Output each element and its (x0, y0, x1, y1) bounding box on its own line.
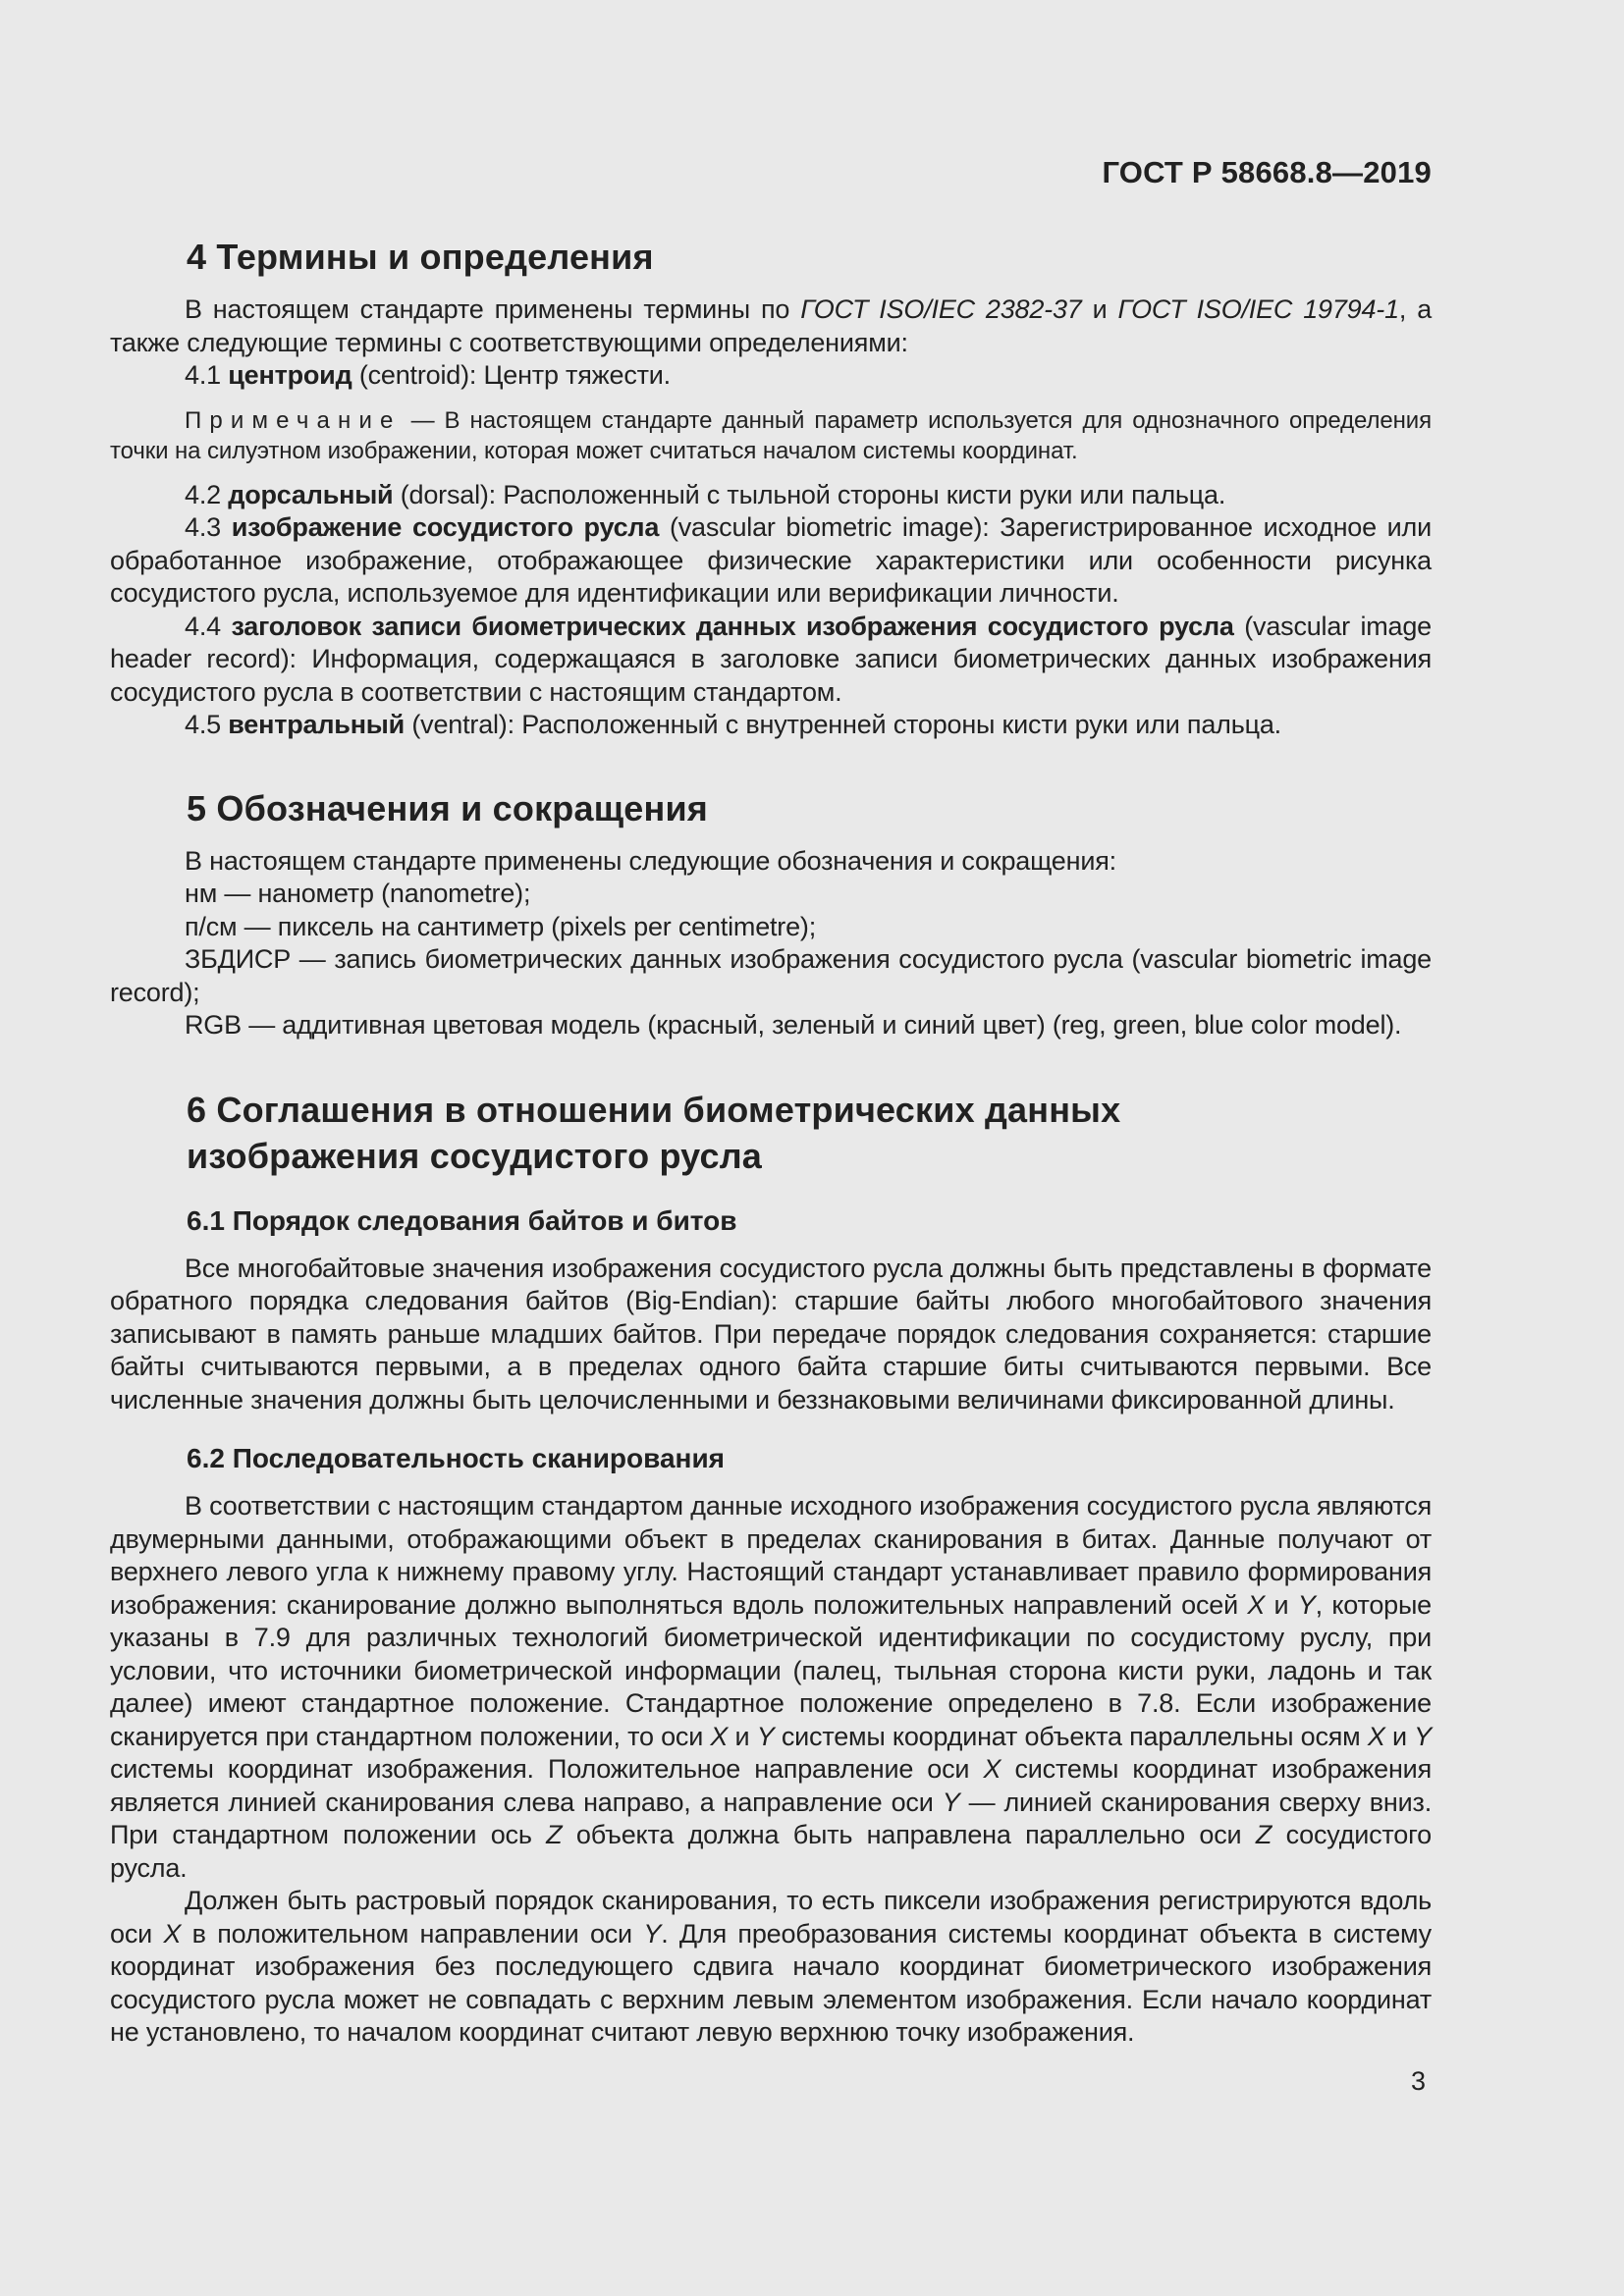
section-6-2-paragraph-1: В соответствии с настоящим стандартом данные исходного изображения сосудистого русла являются двумерными данными, отображающими объект в пределах сканирования в битах. Данные получают от верхнего левого угла к нижнему правому углу. Настоящий стандарт устанавливает правило формирования изображения: сканирование должно выполняться вдоль положительных направлений осей X и Y, которые указаны в 7.9 для различных технологий биометрической идентификации по сосудистому руслу, при условии, что источники биометрической информации (палец, тыльная сторона кисти руки, ладонь и так далее) имеют стандартное положение. Стандартное положение определено в 7.8. Если изображение сканируется при стандартном положении, то оси X и Y системы координат объекта параллельны осям X и Y системы координат изображения. Положительное направление оси X системы координат изображения является линией сканирования слева направо, а направление оси Y — линией сканирования сверху вниз. При стандартном положении ось Z объекта должна быть направлена параллельно оси Z сосудистого русла. (110, 1491, 1432, 1883)
doc-code-header: ГОСТ Р 58668.8—2019 (1102, 155, 1432, 189)
term-4-5-ventral: 4.5 вентральный (ventral): Расположенный с внутренней стороны кисти руки или пальца. (185, 710, 1281, 739)
section-4-heading: 4 Термины и определения (187, 237, 654, 277)
section-5-heading: 5 Обозначения и сокращения (187, 787, 708, 828)
abbrev-nm: нм — нанометр (nanometre); (185, 879, 531, 908)
abbrev-zbdisr: ЗБДИСР — запись биометрических данных изображения сосудистого русла (vascular biometric image record); (110, 944, 1432, 1007)
section-6-2-paragraph-2: Должен быть растровый порядок сканирования, то есть пиксели изображения регистрируются вдоль оси X в положительном направлении оси Y. Для преобразования системы координат объекта в систему координат изображения без последующего сдвига начало координат биометрического изображения сосудистого русла может не совпадать с верхним левым элементом изображения. Если начало координат не установлено, то началом координат считают левую верхнюю точку изображения. (110, 1886, 1432, 2047)
abbrev-pcm: п/см — пиксель на сантиметр (pixels per centimetre); (185, 911, 817, 941)
section-5-intro: В настоящем стандарте применены следующие обозначения и сокращения: (185, 845, 1116, 876)
term-4-4-header-record: 4.4 заголовок записи биометрических данных изображения сосудистого русла (vascular image header record): Информация, содержащаяся в заголовке записи биометрических данных изображения сосудистого русла в соответствии с настоящим стандартом. (110, 611, 1432, 707)
term-4-2-dorsal: 4.2 дорсальный (dorsal): Расположенный с тыльной стороны кисти руки или пальца. (185, 479, 1226, 509)
section-4-intro: В настоящем стандарте применены термины по ГОСТ ISO/IEC 2382-37 и ГОСТ ISO/IEC 19794-1, а также следующие термины с соответствующими определениями: (110, 294, 1433, 357)
term-4-3-vascular-image: 4.3 изображение сосудистого русла (vascular biometric image): Зарегистрированное исходное или обработанное изображение, отображающее физические характеристики или особенности рисунка сосудистого русла, используемое для идентификации или верификации личности. (110, 512, 1432, 608)
abbrev-rgb: RGB — аддитивная цветовая модель (красный, зеленый и синий цвет) (reg, green, blue color model). (185, 1010, 1402, 1040)
term-4-1-centroid: 4.1 центроид (centroid): Центр тяжести. (185, 360, 671, 390)
term-4-1-note: Примечание — В настоящем стандарте данный параметр используется для однозначного определения точки на силуэтном изображении, которая может считаться началом системы координат. (110, 406, 1432, 464)
page-number: 3 (1410, 2065, 1426, 2096)
section-6-1-paragraph: Все многобайтовые значения изображения сосудистого русла должны быть представлены в формате обратного порядка следования байтов (Big-Endian): старшие байты любого многобайтового значения записывают в память раньше младших байтов. При передаче порядок следования сохраняется: старшие байты считываются первыми, а в пределах одного байта старшие биты считываются первыми. Все численные значения должны быть целочисленными и беззнаковыми величинами фиксированной длины. (110, 1253, 1432, 1415)
text-block (110, 0, 1432, 2098)
section-6-heading: 6 Соглашения в отношении биометрических данных изображения сосудистого русла (187, 1089, 1121, 1176)
section-6-2-heading: 6.2 Последовательность сканирования (187, 1443, 725, 1473)
section-6-1-heading: 6.1 Порядок следования байтов и битов (187, 1204, 737, 1236)
